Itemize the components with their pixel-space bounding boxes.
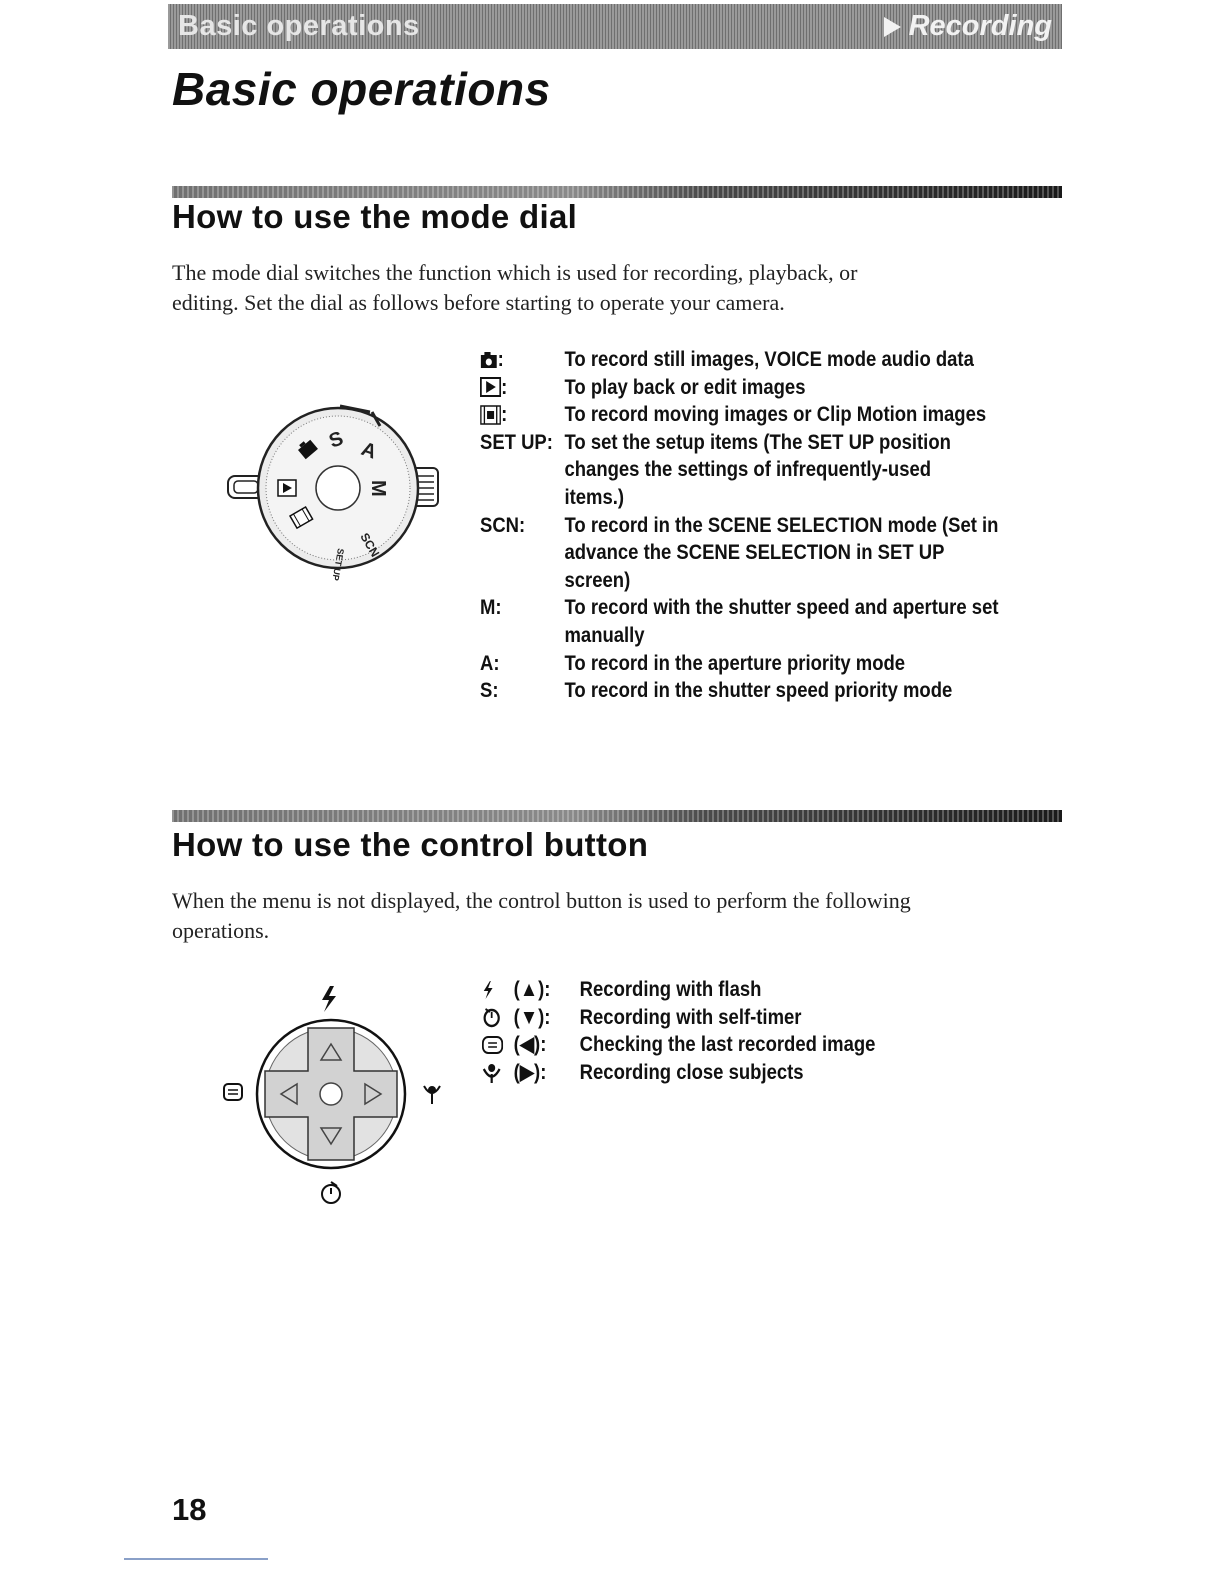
flash-icon xyxy=(482,976,514,1004)
mode-description: To record moving images or Clip Motion images xyxy=(564,403,987,427)
control-list-row xyxy=(482,1031,1080,1059)
mode-description: screen) xyxy=(564,568,631,592)
mode-key-label: SET UP: xyxy=(480,430,553,454)
mode-key xyxy=(480,539,564,567)
mode-key-label: A: xyxy=(480,651,500,675)
mode-key-label: : xyxy=(501,375,508,399)
mode-key xyxy=(480,374,564,402)
section-heading-control-button: How to use the control button xyxy=(172,826,649,863)
mode-key xyxy=(480,594,564,622)
mode-key xyxy=(480,346,564,374)
mode-description-list xyxy=(480,346,1080,705)
mode-key xyxy=(480,512,564,540)
mode-key-label: : xyxy=(501,403,508,427)
quick-review-icon xyxy=(224,1084,242,1100)
self-timer-icon xyxy=(482,1004,514,1032)
mode-description: To record in the shutter speed priority mode xyxy=(564,679,953,703)
control-description: Recording with flash xyxy=(579,978,762,1001)
section-divider xyxy=(172,810,1062,822)
mode-list-row xyxy=(480,650,1078,678)
macro-icon xyxy=(482,1059,514,1087)
intro-line: The mode dial switches the function which is used for recording, playback, or xyxy=(172,260,858,285)
section-heading-mode-dial: How to use the mode dial xyxy=(172,198,578,235)
header-section-label: Basic operations xyxy=(178,10,420,42)
quick-review-icon xyxy=(482,1031,514,1059)
mode-list-row xyxy=(480,456,1078,484)
mode-list-row xyxy=(480,539,1078,567)
dial-label-m: M xyxy=(367,480,389,497)
control-description: Checking the last recorded image xyxy=(579,1033,876,1057)
control-button-illustration xyxy=(218,976,458,1216)
mode-description: To record in the SCENE SELECTION mode (Set in xyxy=(564,513,999,537)
header-chapter xyxy=(884,10,1052,43)
control-button-intro xyxy=(172,886,1062,946)
mode-list-row xyxy=(480,401,1078,429)
mode-list-row xyxy=(480,677,1078,705)
mode-list-row xyxy=(480,484,1078,512)
self-timer-icon xyxy=(322,1182,340,1203)
mode-description: To record in the aperture priority mode xyxy=(564,651,906,675)
mode-description: items.) xyxy=(564,485,625,509)
playback-icon xyxy=(480,376,501,398)
control-key: (◀): xyxy=(513,1033,547,1057)
dial-label-setup: SET UP xyxy=(330,547,346,582)
page-number: 18 xyxy=(172,1492,207,1527)
flash-icon xyxy=(322,986,336,1012)
macro-icon xyxy=(424,1086,440,1104)
mode-key xyxy=(480,567,564,595)
mode-list-row xyxy=(480,567,1078,595)
control-list-row xyxy=(482,1004,1080,1032)
movie-icon xyxy=(480,404,501,426)
mode-key xyxy=(480,429,564,457)
playback-icon xyxy=(278,480,296,496)
footer-rule xyxy=(124,1558,268,1560)
mode-description: advance the SCENE SELECTION in SET UP xyxy=(564,541,945,565)
arrow-right-icon xyxy=(884,17,901,37)
page-title: Basic operations xyxy=(172,63,551,115)
mode-key xyxy=(480,456,564,484)
mode-list-row xyxy=(480,622,1078,650)
intro-line: operations. xyxy=(172,918,270,943)
mode-key-label: M: xyxy=(480,596,502,620)
mode-description: manually xyxy=(564,623,645,647)
mode-key xyxy=(480,484,564,512)
running-header xyxy=(168,4,1062,49)
control-description: Recording close subjects xyxy=(579,1060,804,1084)
dial-label-scn: SCN xyxy=(357,530,383,560)
header-chapter-label: Recording xyxy=(908,10,1052,42)
control-list-row xyxy=(482,1059,1080,1087)
mode-key xyxy=(480,622,564,650)
mode-description: To set the setup items (The SET UP position xyxy=(564,430,951,454)
dial-label-s: S xyxy=(326,427,347,453)
intro-line: When the menu is not displayed, the control button is used to perform the following xyxy=(172,888,911,913)
section-divider xyxy=(172,186,1062,198)
control-list-row xyxy=(482,976,1080,1004)
mode-description: To record still images, VOICE mode audio data xyxy=(564,348,974,371)
intro-line: editing. Set the dial as follows before starting to operate your camera. xyxy=(172,290,785,315)
mode-dial-illustration xyxy=(220,398,470,588)
mode-key-label: : xyxy=(497,348,504,371)
control-key: (▲): xyxy=(513,978,551,1001)
mode-description: To play back or edit images xyxy=(564,375,806,399)
dial-label-a: A xyxy=(358,438,380,464)
control-key: (▶): xyxy=(513,1060,547,1084)
mode-list-row xyxy=(480,594,1078,622)
mode-description: changes the settings of infrequently-used xyxy=(564,458,932,482)
mode-description: To record with the shutter speed and aperture set xyxy=(564,596,999,620)
mode-key xyxy=(480,677,564,705)
mode-key-label: SCN: xyxy=(480,513,526,537)
camera-icon xyxy=(480,351,498,369)
mode-list-row xyxy=(480,374,1078,402)
mode-key xyxy=(480,401,564,429)
mode-dial-intro xyxy=(172,258,1062,318)
mode-list-row xyxy=(480,429,1078,457)
control-description-list xyxy=(482,976,1082,1086)
mode-list-row xyxy=(480,512,1078,540)
control-description: Recording with self-timer xyxy=(579,1005,802,1029)
mode-key xyxy=(480,650,564,678)
mode-key-label: S: xyxy=(480,679,499,703)
mode-list-row xyxy=(480,346,1078,374)
control-key: (▼): xyxy=(513,1005,551,1029)
